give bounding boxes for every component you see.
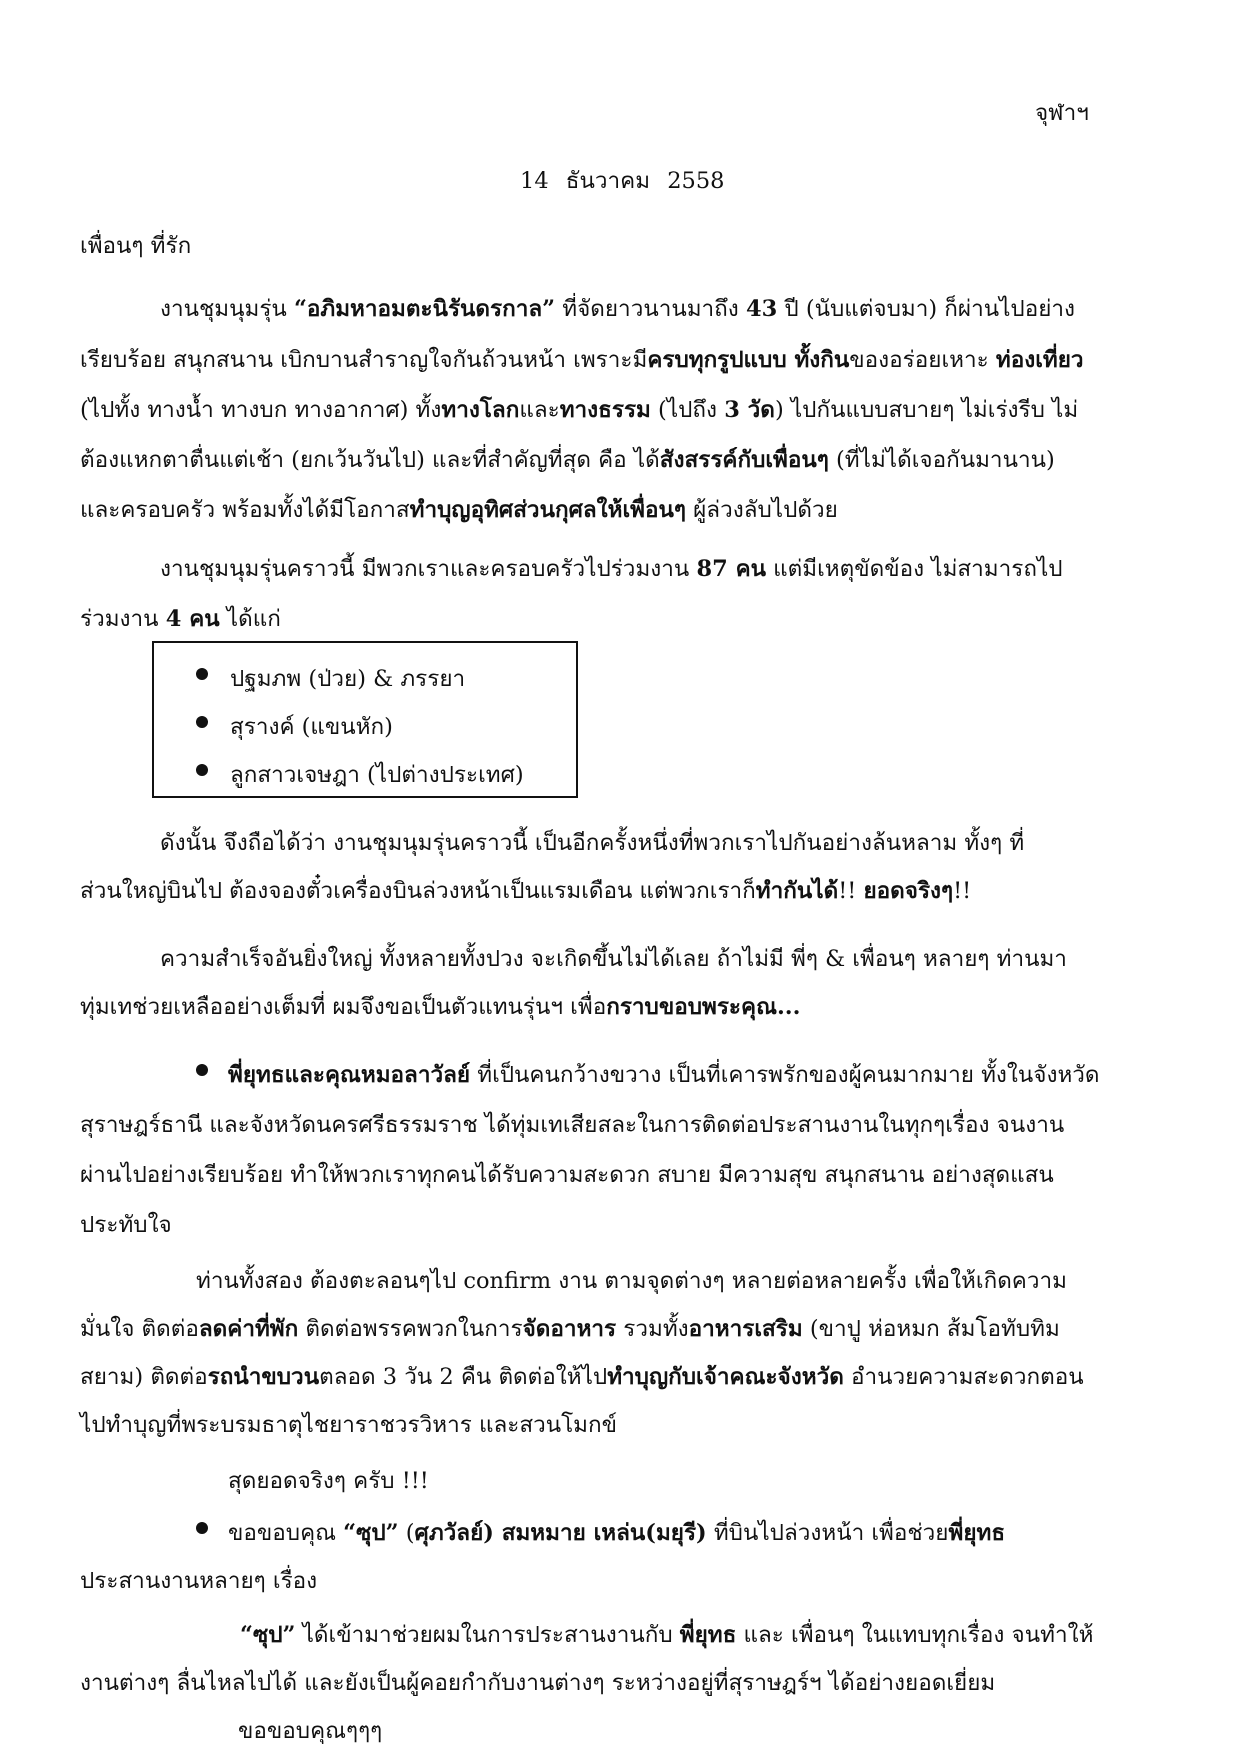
bullet-icon xyxy=(196,764,208,776)
paragraph-1-line-3 xyxy=(80,391,1078,427)
paragraph-6-line-3 xyxy=(80,1358,1084,1394)
text-run: ตลอด 3 วัน 2 คืน ติดต่อให้ไป xyxy=(319,1364,608,1390)
bold-run: “อภิมหาอมตะนิรันดรกาล” xyxy=(293,296,556,322)
bold-run: 87 คน xyxy=(696,556,767,582)
text-run: ผู้ล่วงลับไปด้วย xyxy=(685,497,838,523)
bold-run: ทำบุญอุทิศส่วนกุศลให้เพื่อนๆ xyxy=(409,497,686,523)
paragraph-4-line-2 xyxy=(80,988,800,1024)
text-run: รวมทั้ง xyxy=(616,1316,689,1342)
text-run: ได้แก่ xyxy=(219,606,281,632)
paragraph-6-line-4: ไปทำบุญที่พระบรมธาตุไชยาราชวรวิหาร และสวนโมกข์ xyxy=(80,1412,618,1438)
text-run: มั่นใจ ติดต่อ xyxy=(80,1316,199,1342)
text-run: ที่จัดยาวนานมาถึง xyxy=(555,296,746,322)
paragraph-6-line-1: ท่านทั้งสอง ต้องตะลอนๆไป confirm งาน ตามจุดต่างๆ หลายต่อหลายครั้ง เพื่อให้เกิดความ xyxy=(196,1268,1067,1294)
text-run: ของอร่อยเหาะ xyxy=(849,347,996,373)
paragraph-8-line-3: ขอขอบคุณๆๆๆ xyxy=(238,1718,383,1744)
text-run: ส่วนใหญ่บินไป ต้องจองตั๋วเครื่องบินล่วงหน้าเป็นแรมเดือน แต่พวกเราก็ xyxy=(80,878,756,904)
text-run: งานชุมนุมรุ่นคราวนี้ มีพวกเราและครอบครัวไปร่วมงาน xyxy=(160,556,697,582)
text-run: อำนวยความสะดวกตอน xyxy=(843,1364,1084,1390)
paragraph-6-line-5: สุดยอดจริงๆ ครับ !!! xyxy=(228,1468,429,1494)
salutation: เพื่อนๆ ที่รัก xyxy=(80,233,192,259)
bold-run: ทำบุญกับเจ้าคณะจังหวัด xyxy=(607,1364,844,1390)
text-run: ต้องแหกตาตื่นแต่เช้า (ยกเว้นวันไป) และที่สำคัญที่สุด คือ ได้ xyxy=(80,447,660,473)
bold-run: อาหารเสริม xyxy=(688,1316,803,1342)
bold-run: ครบทุกรูปแบบ ทั้งกิน xyxy=(647,347,850,373)
text-run: ( xyxy=(398,1520,415,1546)
paragraph-4-line-1 xyxy=(160,940,1067,976)
paragraph-3-line-2 xyxy=(80,872,971,908)
text-run: (ขาปู ห่อหมก ส้มโอทับทิม xyxy=(802,1316,1060,1342)
bold-run: ลดค่าที่พัก xyxy=(198,1316,299,1342)
text-run: ขอขอบคุณ xyxy=(228,1520,344,1546)
bold-run: ศุภวัลย์) สมหมาย เหล่น(มยุรี) xyxy=(414,1520,707,1546)
paragraph-1-line-5 xyxy=(80,491,838,527)
bullet-icon xyxy=(196,1522,208,1534)
paragraph-2-line-2 xyxy=(80,600,281,636)
bold-run: 43 xyxy=(745,296,778,322)
paragraph-5-line-3: ผ่านไปอย่างเรียบร้อย ทำให้พวกเราทุกคนได้รับความสะดวก สบาย มีความสุข สนุกสนาน อย่างสุดแสน xyxy=(80,1162,1054,1188)
letter-date: 14 ธันวาคม 2558 xyxy=(520,168,725,194)
text-run: !! xyxy=(953,878,972,904)
text-run: ) ไปกันแบบสบายๆ ไม่เร่งรีบ ไม่ xyxy=(774,397,1079,423)
paragraph-1-line-2 xyxy=(80,341,1084,377)
bold-run: ทางธรรม xyxy=(559,397,651,423)
header-top-right: จุฬาฯ xyxy=(1035,100,1089,126)
paragraph-8-line-2: งานต่างๆ ลื่นไหลไปได้ และยังเป็นผู้คอยกำกับงานต่างๆ ระหว่างอยู่ที่สุราษฎร์ฯ ได้อย่างยอดเยี่ยม xyxy=(80,1670,996,1696)
absent-list-item: สุรางค์ (แขนหัก) xyxy=(230,714,393,740)
text-run: และครอบครัว พร้อมทั้งได้มีโอกาส xyxy=(80,497,410,523)
paragraph-5-line-1 xyxy=(228,1056,1100,1092)
paragraph-5-line-2: สุราษฎร์ธานี และจังหวัดนครศรีธรรมราช ได้ทุ่มเทเสียสละในการติดต่อประสานงานในทุกๆเรื่อง จนงาน xyxy=(80,1112,1065,1138)
text-run: ความสำเร็จอันยิ่งใหญ่ ทั้งหลายทั้งปวง จะเกิดขึ้นไม่ได้เลย ถ้าไม่มี พี่ๆ & เพื่อนๆ หลายๆ ท่านมา xyxy=(160,946,1067,972)
absent-list-item: ลูกสาวเจษฎา (ไปต่างประเทศ) xyxy=(230,762,524,788)
paragraph-2-line-1 xyxy=(160,550,1063,586)
bold-run: สังสรรค์กับเพื่อนๆ xyxy=(659,447,829,473)
bold-run: ท่องเที่ยว xyxy=(995,347,1084,373)
text-run: แต่มีเหตุขัดข้อง ไม่สามารถไป xyxy=(766,556,1063,582)
paragraph-1-line-4 xyxy=(80,441,1055,477)
bold-run: พี่ยุทธ xyxy=(948,1520,1006,1546)
text-run: เรียบร้อย สนุกสนาน เบิกบานสำราญใจกันถ้วนหน้า เพราะมี xyxy=(80,347,648,373)
bold-run: จัดอาหาร xyxy=(522,1316,617,1342)
paragraph-7-line-1 xyxy=(228,1514,1005,1550)
text-run: ได้เข้ามาช่วยผมในการประสานงานกับ xyxy=(295,1622,680,1648)
bullet-icon xyxy=(196,1064,208,1076)
text-run: และ เพื่อนๆ ในแทบทุกเรื่อง จนทำให้ xyxy=(736,1622,1094,1648)
paragraph-5-line-4: ประทับใจ xyxy=(80,1212,172,1238)
text-run: ปี (นับแต่จบมา) ก็ผ่านไปอย่าง xyxy=(777,296,1076,322)
text-run: (ไปถึง xyxy=(650,397,725,423)
bold-run: “ซุป” xyxy=(343,1520,399,1546)
bold-run: ยอดจริงๆ xyxy=(863,878,954,904)
bullet-icon xyxy=(196,668,208,680)
absent-list-item: ปฐมภพ (ป่วย) & ภรรยา xyxy=(230,666,466,692)
paragraph-6-line-2 xyxy=(80,1310,1060,1346)
paragraph-3-line-1 xyxy=(160,824,1024,860)
bold-run: กราบขอบพระคุณ... xyxy=(606,994,801,1020)
bold-run: 3 วัด xyxy=(724,397,775,423)
paragraph-7-line-2: ประสานงานหลายๆ เรื่อง xyxy=(80,1568,318,1594)
bold-run: พี่ยุทธ xyxy=(679,1622,737,1648)
text-run: ที่เป็นคนกว้างขวาง เป็นที่เคารพรักของผู้คนมากมาย ทั้งในจังหวัด xyxy=(470,1062,1100,1088)
text-run: (ที่ไม่ได้เจอกันมานาน) xyxy=(828,447,1055,473)
text-run: ที่บินไปล่วงหน้า เพื่อช่วย xyxy=(706,1520,949,1546)
bold-run: ทำกันได้ xyxy=(755,878,839,904)
bold-run: 4 คน xyxy=(165,606,220,632)
bullet-icon xyxy=(196,716,208,728)
text-run: !! xyxy=(838,878,864,904)
bold-run: รถนำขบวน xyxy=(207,1364,320,1390)
bold-run: ทางโลก xyxy=(441,397,520,423)
text-run: ดังนั้น จึงถือได้ว่า งานชุมนุมรุ่นคราวนี้ เป็นอีกครั้งหนึ่งที่พวกเราไปกันอย่างล้นหลาม ทั้งๆ ที่ xyxy=(160,830,1025,856)
text-run: ทุ่มเทช่วยเหลืออย่างเต็มที่ ผมจึงขอเป็นตัวแทนรุ่นฯ เพื่อ xyxy=(80,994,607,1020)
paragraph-1-line-1 xyxy=(160,290,1075,326)
text-run: ติดต่อพรรคพวกในการ xyxy=(298,1316,523,1342)
text-run: (ไปทั้ง ทางน้ำ ทางบก ทางอากาศ) ทั้ง xyxy=(80,397,442,423)
text-run: งานชุมนุมรุ่น xyxy=(160,296,294,322)
bold-run: “ซุป” xyxy=(240,1622,296,1648)
text-run: สยาม) ติดต่อ xyxy=(80,1364,208,1390)
text-run: และ xyxy=(519,397,560,423)
bold-run: พี่ยุทธและคุณหมอลาวัลย์ xyxy=(228,1062,471,1088)
text-run: ร่วมงาน xyxy=(80,606,166,632)
paragraph-8-line-1 xyxy=(240,1616,1093,1652)
